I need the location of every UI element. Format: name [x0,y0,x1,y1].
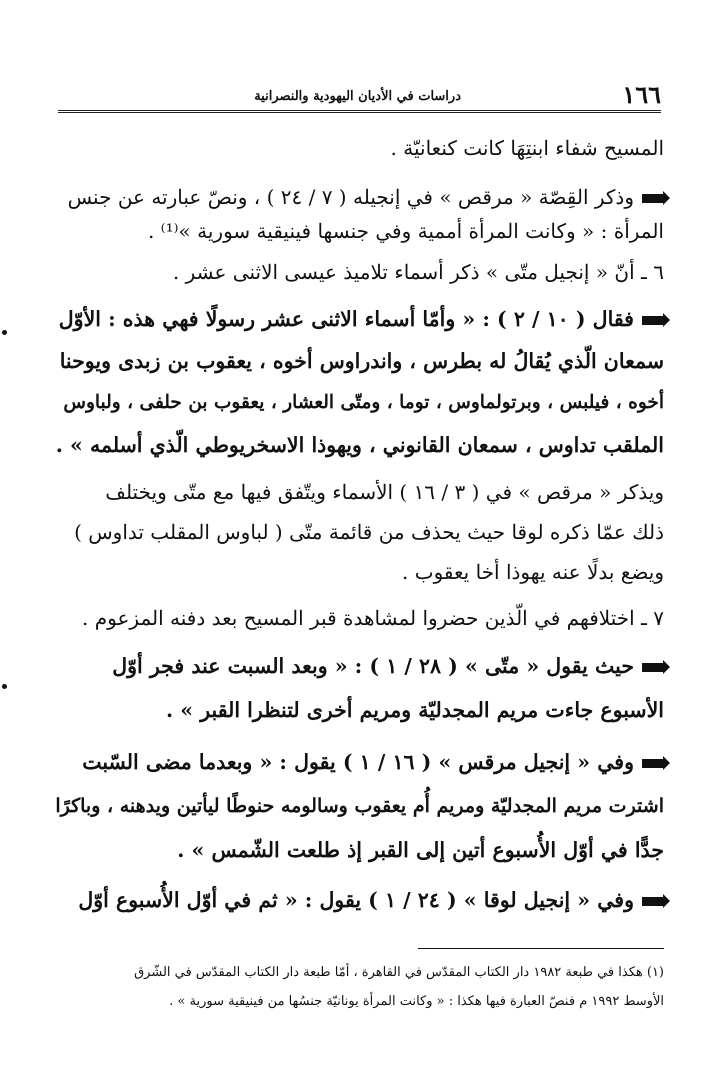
text-line: ٦ ـ أنّ « إنجيل متّى » ذكر أسماء تلاميذ عيسى الاثنى عشر . [172,260,664,284]
footnotes [54,958,664,1016]
running-title: دراسات في الأديان اليهودية والنصرانية [254,89,461,104]
text-line: اشترت مريم المجدليّة ومريم أُم يعقوب وسالومه حنوطًا ليأتين ويدهنه ، وباكرًا [55,795,664,817]
paragraph-2 [54,180,664,248]
page-header [58,80,661,113]
paragraph-7 [54,644,664,732]
paragraph-8 [54,740,664,872]
text-line: وفي « إنجيل مرقس » ( ١٦ / ١ ) يقول : « وبعدما مضى السّبت [54,740,664,784]
paragraph-6 [54,598,664,638]
text-line: ويذكر « مرقص » في ( ٣ / ١٦ ) الأسماء ويتّفق فيها مع متّى ويختلف [105,480,664,504]
text-line: المرأة : « وكانت المرأة أممية وفي جنسها فينيقية سورية »⁽¹⁾ . [147,219,664,243]
paragraph-marker-icon [642,316,664,325]
text-line: الملقب تداوس ، سمعان القانوني ، ويهوذا الاسخريوطي الّذي أسلمه » . [55,433,664,457]
paragraph-marker-icon [642,194,664,203]
body-text [54,128,664,922]
text-line: جدًّا في أوّل الأُسبوع أتين إلى القبر إذ طلعت الشّمس » . [177,838,664,862]
paragraph-9 [54,878,664,922]
footnote-divider [418,948,664,949]
text-line: المسيح شفاء ابنتِهَا كانت كنعانيّة . [390,136,664,160]
text-line: ٧ ـ اختلافهم في الّذين حضروا لمشاهدة قبر المسيح بعد دفنه المزعوم . [82,606,664,630]
text-line: حيث يقول « متّى » ( ٢٨ / ١ ) : « وبعد السبت عند فجر أوّل [54,644,664,688]
scan-speck [2,330,7,335]
text-line: سمعان الّذي يُقالُ له بطرس ، واندراوس أخوه ، يعقوب بن زبدى ويوحنا [59,349,664,373]
scan-speck [2,684,7,689]
text-line: الأسبوع جاءت مريم المجدليّة ومريم أخرى لتنظرا القبر » . [166,698,664,722]
paragraph-1 [54,128,664,168]
paragraph-marker-icon [642,759,664,768]
paragraph-marker-icon [642,897,664,906]
text-line: ويضع بدلًا عنه يهوذا أخا يعقوب . [402,560,664,584]
paragraph-marker-icon [642,663,664,672]
footnote-line: الأوسط ١٩٩٢ م فنصّ العبارة فيها هكذا : « وكانت المرأة يونانيّة جنسُها من فينيقية سورية » . [169,994,664,1009]
paragraph-4 [54,298,664,466]
paragraph-5 [54,472,664,592]
text-line: وفي « إنجيل لوقا » ( ٢٤ / ١ ) يقول : « ثم في أوّل الأُسبوع أوّل [54,878,664,922]
text-line: فقال ( ١٠ / ٢ ) : « وأمّا أسماء الاثنى عشر رسولًا فهي هذه : الأوّل [54,298,664,340]
text-line: ذلك عمّا ذكره لوقا حيث يحذف من قائمة متّى ( لباوس المقلب تداوس ) [74,520,664,544]
text-line: أخوه ، فيلبس ، وبرتولماوس ، توما ، ومتّى العشار ، يعقوب بن حلفى ، ولباوس [63,392,664,413]
text-line: وذكر القِصّة « مرقص » في إنجيله ( ٧ / ٢٤ ) ، ونصّ عبارته عن جنس [54,180,664,214]
paragraph-3 [54,252,664,292]
footnote-line: (١) هكذا في طبعة ١٩٨٢ دار الكتاب المقدّس في القاهرة ، أمّا طبعة دار الكتاب المقدّس في الشّرق [134,965,664,980]
page-number: ١٦٦ [622,80,661,109]
